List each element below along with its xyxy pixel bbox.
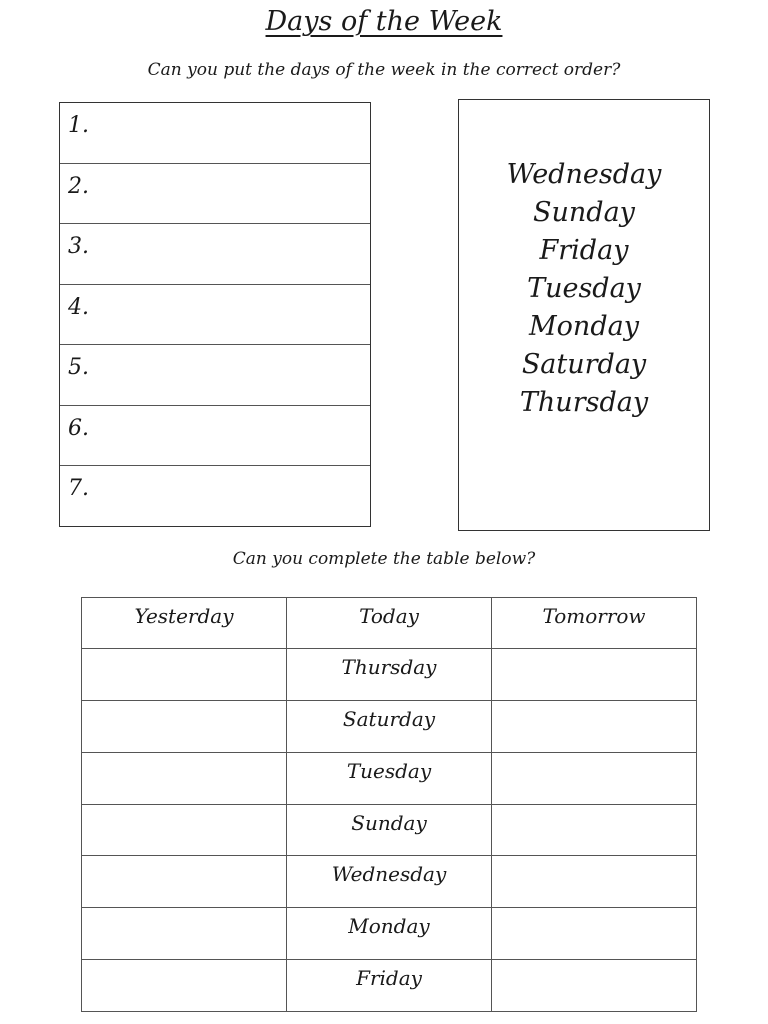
today-cell: Monday (287, 908, 492, 960)
table-row (82, 752, 697, 804)
answer-row-6[interactable]: 6. (60, 406, 370, 467)
yesterday-cell[interactable] (82, 960, 287, 1012)
today-cell: Sunday (287, 804, 492, 856)
today-cell: Wednesday (287, 856, 492, 908)
tomorrow-cell[interactable] (492, 908, 697, 960)
word-bank-item: Monday (529, 311, 639, 342)
tomorrow-cell[interactable] (492, 960, 697, 1012)
instruction-table: Can you complete the table below? (232, 549, 536, 569)
answer-row-4[interactable]: 4. (60, 285, 370, 346)
table-row (82, 960, 697, 1012)
table-row (82, 804, 697, 856)
answer-row-1[interactable]: 1. (60, 103, 370, 164)
table-header-row (82, 598, 697, 649)
word-bank-item: Wednesday (506, 159, 662, 190)
today-cell: Friday (287, 960, 492, 1012)
table-row (82, 649, 697, 701)
answer-row-5[interactable]: 5. (60, 345, 370, 406)
today-cell: Tuesday (287, 752, 492, 804)
answer-row-7[interactable]: 7. (68, 476, 89, 502)
answer-row-3[interactable]: 3. (60, 224, 370, 285)
yesterday-cell[interactable] (82, 856, 287, 908)
yesterday-cell[interactable] (82, 700, 287, 752)
tomorrow-cell[interactable] (492, 649, 697, 701)
table-row (82, 700, 697, 752)
instruction-order: Can you put the days of the week in the correct order? (147, 60, 621, 80)
word-bank-item: Tuesday (527, 273, 641, 304)
yesterday-cell[interactable] (82, 649, 287, 701)
today-cell: Saturday (287, 700, 492, 752)
header-yesterday: Yesterday (82, 598, 287, 649)
tomorrow-cell[interactable] (492, 804, 697, 856)
today-cell: Thursday (287, 649, 492, 701)
answer-row-2[interactable]: 2. (60, 164, 370, 225)
header-tomorrow: Tomorrow (492, 598, 697, 649)
word-bank-item: Sunday (533, 197, 635, 228)
header-today: Today (287, 598, 492, 649)
numbered-answer-box (59, 102, 371, 527)
yesterday-cell[interactable] (82, 752, 287, 804)
tomorrow-cell[interactable] (492, 752, 697, 804)
table-row (82, 908, 697, 960)
page-title: Days of the Week (265, 6, 503, 37)
table-row (82, 856, 697, 908)
word-bank (458, 99, 710, 531)
days-table (81, 597, 697, 1012)
word-bank-item: Friday (539, 235, 629, 266)
tomorrow-cell[interactable] (492, 856, 697, 908)
word-bank-item: Thursday (519, 387, 649, 418)
yesterday-cell[interactable] (82, 908, 287, 960)
word-bank-item: Saturday (521, 349, 647, 380)
tomorrow-cell[interactable] (492, 700, 697, 752)
yesterday-cell[interactable] (82, 804, 287, 856)
